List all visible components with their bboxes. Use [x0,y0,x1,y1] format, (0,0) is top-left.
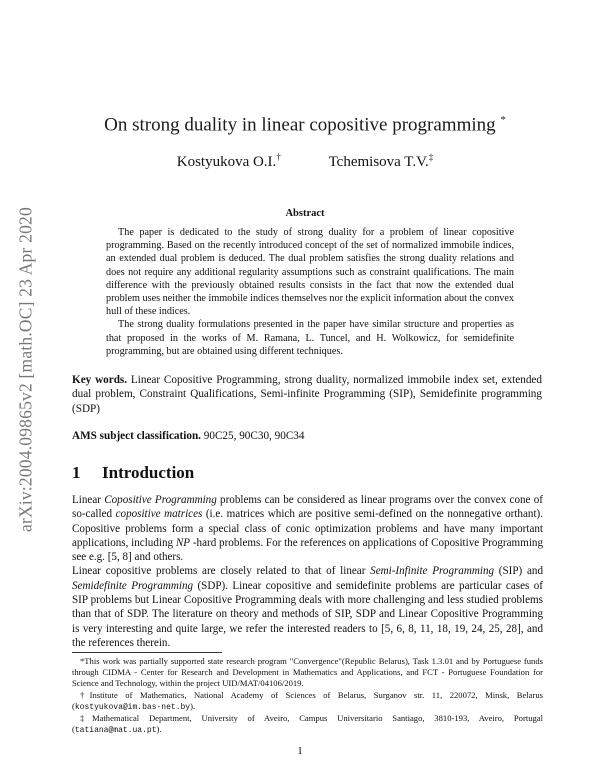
abstract-paragraph: The strong duality formulations presented in the paper have similar structure and properties as that proposed in the works of M. Ramana, L. Tuncel, and H. Wolkowicz, for semidefinite programming, but are obtained using different techniques. [106,319,514,357]
paper-title [70,114,540,136]
complexity-class: NP [175,536,191,549]
section-number: 1 [72,463,81,482]
email-address: tatiana@mat.ua.pt [74,726,157,736]
text-run: Linear copositive problems are closely related to that of linear [72,565,371,578]
section-heading [72,463,542,483]
text-run: (i.e. matrices which are positive semi-defined on the nonnegative orthant). Copositive problems form a special class of conic optimization problems and have many important applications, including [72,508,543,549]
author-footnote-mark: † [276,152,281,162]
title-footnote-mark: * [500,114,506,126]
text-run: ). [190,700,196,711]
keywords-text: Linear Copositive Programming, strong duality, normalized immobile index set, extended dual problem, Constraint Qualifications, Semi-infinite Programming (SIP), Semidefinite programming (SDP) [72,374,542,415]
ams-codes: 90C25, 90C30, 90C34 [203,430,305,442]
footnote-rule [72,652,222,653]
text-run: ‡Mathematical Department, University of Aveiro, Campus Universitario Santiago, 3810-193, Aveiro, Portugal ( [72,713,543,735]
author-list [70,152,540,171]
author-footnote-mark: ‡ [428,152,434,162]
text-run: ). [156,724,162,735]
text-run: †Institute of Mathematics, National Academy of Sciences of Belarus, Surganov str. 11, 220072, Minsk, Belarus ( [72,689,543,711]
ams-classification [72,430,542,442]
keywords-label: Key words. [72,374,128,386]
footnote [72,690,543,713]
text-run: (SIP) and [494,565,543,578]
body-paragraph [72,564,543,650]
ams-label: AMS subject classification. [72,430,201,442]
footnotes [72,656,543,736]
footnote [72,713,543,736]
arxiv-identifier: arXiv:2004.09865v2 [math.OC] 23 Apr 2020 [15,207,36,533]
page-number: 1 [297,745,303,757]
email-address: kostyukova@im.bas-net.by [74,702,191,712]
footnote: *This work was partially supported state research program "Convergence"(Republic Belarus), Task 1.3.01 and by Portuguese funds through CIDMA - Center for Research and Development in Mathematics and Applications, and FCT - Portuguese Foundation for Science and Technology, within the project UID/MAT/04106/2019. [72,656,543,689]
emphasis: Semi-Infinite Programming [370,565,495,578]
introduction-body [72,493,543,650]
author: Tchemisova T.V.‡ [328,152,434,170]
body-paragraph [72,493,543,564]
text-run: Linear [72,494,105,506]
title-text: On strong duality in linear copositive programming [104,114,496,136]
keywords [72,373,542,416]
text-run: (SDP). Linear copositive and semidefinite problems are particular cases of SIP problems but Linear Copositive Programming deals with more challenging and less studied problems than that of SDP. The literature on theory and methods of SIP, SDP and Linear Copositive Programming is very interesting and quite large, we refer the interested readers to [5, 6, 8, 11, 18, 19, 24, 25, 28], and the references therein. [72,579,543,649]
abstract-heading: Abstract [285,208,325,219]
section-title: Introduction [102,463,195,482]
abstract-paragraph: The paper is dedicated to the study of strong duality for a problem of linear copositive programming. Based on the recently introduced concept of the set of normalized immobile indices, an extended dual problem is deduced. The dual problem satisfies the strong duality relations and does not require any additional regularity assumptions such as constraint qualifications. The main difference with the previously obtained results consists in the fact that now the extended dual problem uses neither the immobile indices themselves nor the explicit information about the convex hull of these indices. [106,227,514,318]
emphasis: Copositive Programming [104,494,217,506]
abstract [106,226,514,358]
emphasis: Semidefinite Programming [72,579,194,592]
emphasis: copositive matrices [115,508,203,521]
author: Kostyukova O.I.† [176,152,281,170]
text-run: problems can be considered as linear programs over the convex cone of so-called [72,494,543,521]
text-run: -hard problems. For the references on applications of Copositive Programming see e.g. [5, 8] and others. [72,536,543,564]
